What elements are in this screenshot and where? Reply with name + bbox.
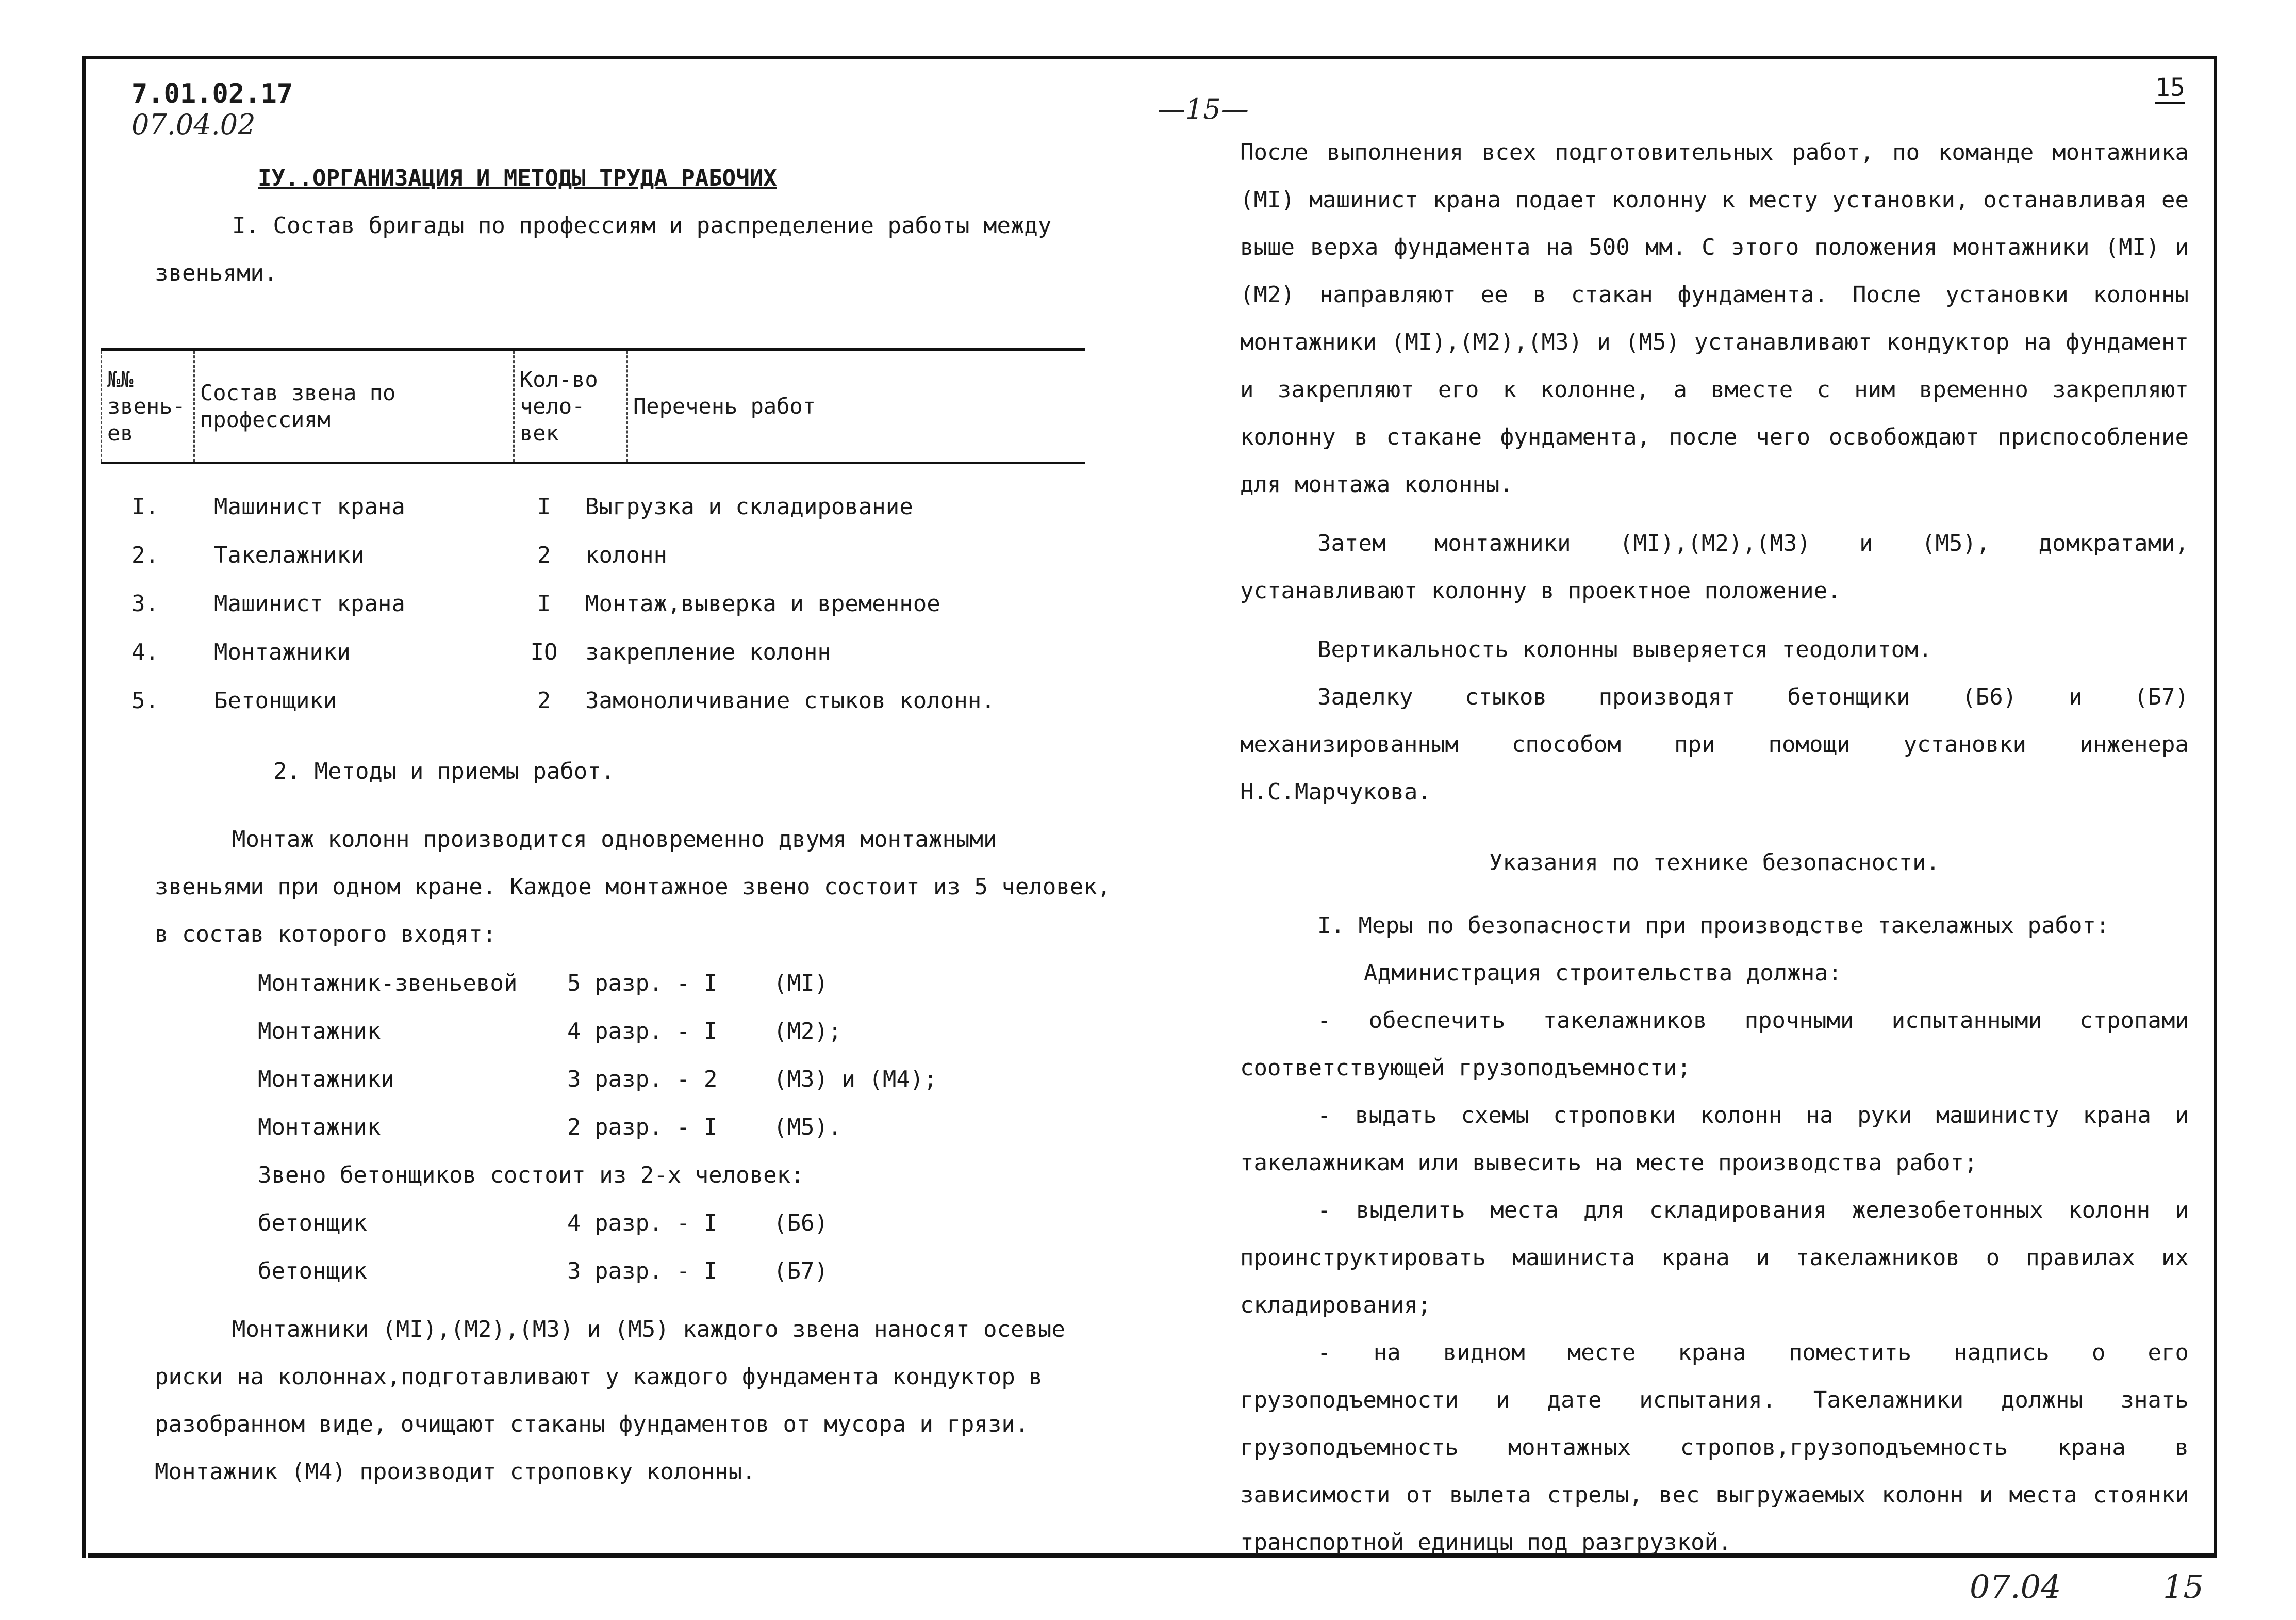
left-intro — [155, 155, 1114, 297]
list-item — [258, 1247, 980, 1295]
mark: (М5). — [773, 1114, 842, 1140]
cell-qty: 2 — [537, 687, 551, 714]
section-title: IУ..ОРГАНИЗАЦИЯ И МЕТОДЫ ТРУДА РАБОЧИХ — [258, 165, 777, 191]
list-item — [258, 1103, 980, 1151]
worker: Монтажник-звеньевой — [258, 970, 518, 996]
methods-title: 2. Методы и приемы работ. — [273, 758, 615, 784]
footer-stamp-page: 15 — [2163, 1568, 2204, 1606]
cell-name: Такелажники — [214, 542, 365, 568]
safety-item-1: I. Меры по безопасности при производстве такелажных работ: — [1317, 912, 2110, 939]
safety-item-2: - обеспечить такелажников прочными испытанными стропами соответствующей грузоподъемности; — [1240, 1007, 2189, 1081]
cell-number: 2. — [131, 542, 159, 568]
footer-stamp-date: 07.04 — [1970, 1568, 2061, 1606]
paragraph-joints: Заделку стыков производят бетонщики (Б6) и (Б7) механизированным способом при помощи установки инженера Н.С.Марчукова. — [1240, 684, 2189, 805]
grade: 3 разр. - I — [567, 1258, 718, 1284]
right-column — [1240, 129, 2189, 1566]
worker: Монтажник — [258, 1018, 381, 1044]
cell-qty: I — [537, 590, 551, 617]
mark: (МI) — [773, 970, 828, 996]
paragraph-brigade: I. Состав бригады по профессиям и распределение работы между звеньями. — [155, 212, 1052, 286]
left-methods — [155, 748, 1114, 958]
safety-admin: Администрация строительства должна: — [1364, 960, 1842, 986]
grade: 2 разр. - I — [567, 1114, 718, 1140]
paragraph-methods: Монтаж колонн производится одновременно двумя монтажными звеньями при одном кране. Каждое монтажное звено состоит из 5 человек, в состав которого входят: — [155, 826, 1111, 947]
th-works: Перечень работ — [626, 351, 1085, 462]
cell-work: колонн — [585, 542, 667, 568]
mark: (Б6) — [773, 1210, 828, 1236]
cell-number: I. — [131, 493, 159, 520]
cell-qty: 2 — [537, 542, 551, 568]
composition-list — [258, 959, 980, 1295]
concrete-title — [258, 1151, 980, 1199]
document-code: 7.01.02.17 — [131, 78, 293, 109]
mark: (Б7) — [773, 1258, 828, 1284]
cell-work: Замоноличивание стыков колонн. — [585, 687, 995, 714]
list-item — [258, 1199, 980, 1247]
cell-name: Машинист крана — [214, 493, 405, 520]
worker: Монтажники — [258, 1066, 394, 1092]
cell-work: Монтаж,выверка и временное — [585, 590, 940, 617]
cell-number: 5. — [131, 687, 159, 714]
page-number: 15 — [2155, 73, 2185, 104]
paragraph-adjust: Затем монтажники (МI),(М2),(М3) и (М5), домкратами, устанавливают колонну в проектное положение. — [1240, 530, 2189, 604]
th-number: №№ звень- ев — [101, 351, 193, 462]
th-composition: Состав звена по профессиям — [193, 351, 513, 462]
page-number-center: —15— — [1158, 93, 1249, 125]
table-row — [131, 676, 1111, 725]
list-item — [258, 1007, 980, 1055]
brigade-table-header — [101, 348, 1085, 464]
table-row — [131, 628, 1111, 676]
grade: 5 разр. - I — [567, 970, 718, 996]
list-item — [258, 1055, 980, 1103]
cell-name: Монтажники — [214, 639, 351, 665]
safety-item-4: - выделить места для складирования железобетонных колонн и проинструктировать машиниста крана и такелажников о правилах их складирования; — [1240, 1197, 2189, 1318]
th-quantity: Кол-во чело- век — [513, 351, 626, 462]
list-item — [258, 959, 980, 1007]
brigade-table-body — [131, 482, 1111, 725]
cell-number: 3. — [131, 590, 159, 617]
safety-title: Указания по технике безопасности. — [1489, 849, 1940, 876]
grade: 4 разр. - I — [567, 1018, 718, 1044]
paragraph-installers: Монтажники (МI),(М2),(М3) и (М5) каждого звена наносят осевые риски на колоннах,подготавливают у каждого фундамента кондуктор в разобранном виде, очищают стаканы фундаментов от мусора и грязи. Монтажник (М4) производит строповку колонны. — [155, 1316, 1065, 1485]
table-row — [131, 482, 1111, 531]
handwritten-date: 07.04.02 — [131, 108, 256, 141]
table-row — [131, 531, 1111, 579]
paragraph-install: После выполнения всех подготовительных работ, по команде монтажника (МI) машинист крана подает колонну к месту установки, останавливая ее выше верха фундамента на 500 мм. С этого положения монтажники (МI) и (М2) направляют ее в стакан фундамента. После установки колонны монтажники (МI),(М2),(М3) и (М5) устанавливают кондуктор на фундамент и закрепляют его к колонне, а вместе с ним временно закрепляют колонну в стакане фундамента, после чего освобождают приспособление для монтажа колонны. — [1240, 139, 2189, 498]
safety-item-3: - выдать схемы строповки колонн на руки машинисту крана и такелажникам или вывесить на месте производства работ; — [1240, 1102, 2189, 1176]
cell-number: 4. — [131, 639, 159, 665]
grade: 3 разр. - 2 — [567, 1066, 718, 1092]
worker: Монтажник — [258, 1114, 381, 1140]
cell-name: Машинист крана — [214, 590, 405, 617]
safety-item-5: - на видном месте крана поместить надпись о его грузоподъемности и дате испытания. Такелажники должны знать грузоподъемность монтажных стропов,грузоподъемность крана в зависимости от вылета стрелы, вес выгружаемых колонн и места стоянки транспортной единицы под разгрузкой. — [1240, 1339, 2189, 1556]
cell-name: Бетонщики — [214, 687, 337, 714]
cell-work: Выгрузка и складирование — [585, 493, 913, 520]
grade: 4 разр. - I — [567, 1210, 718, 1236]
worker: бетонщик — [258, 1258, 367, 1284]
concrete-heading: Звено бетонщиков состоит из 2-х человек: — [258, 1162, 804, 1188]
cell-qty: I — [537, 493, 551, 520]
left-final — [155, 1306, 1114, 1496]
mark: (М2); — [773, 1018, 842, 1044]
table-row — [131, 579, 1111, 628]
cell-work: закрепление колонн — [585, 639, 831, 665]
cell-qty: IO — [530, 639, 558, 665]
mark: (М3) и (М4); — [773, 1066, 937, 1092]
paragraph-vertical: Вертикальность колонны выверяется теодолитом. — [1317, 636, 1932, 663]
worker: бетонщик — [258, 1210, 367, 1236]
